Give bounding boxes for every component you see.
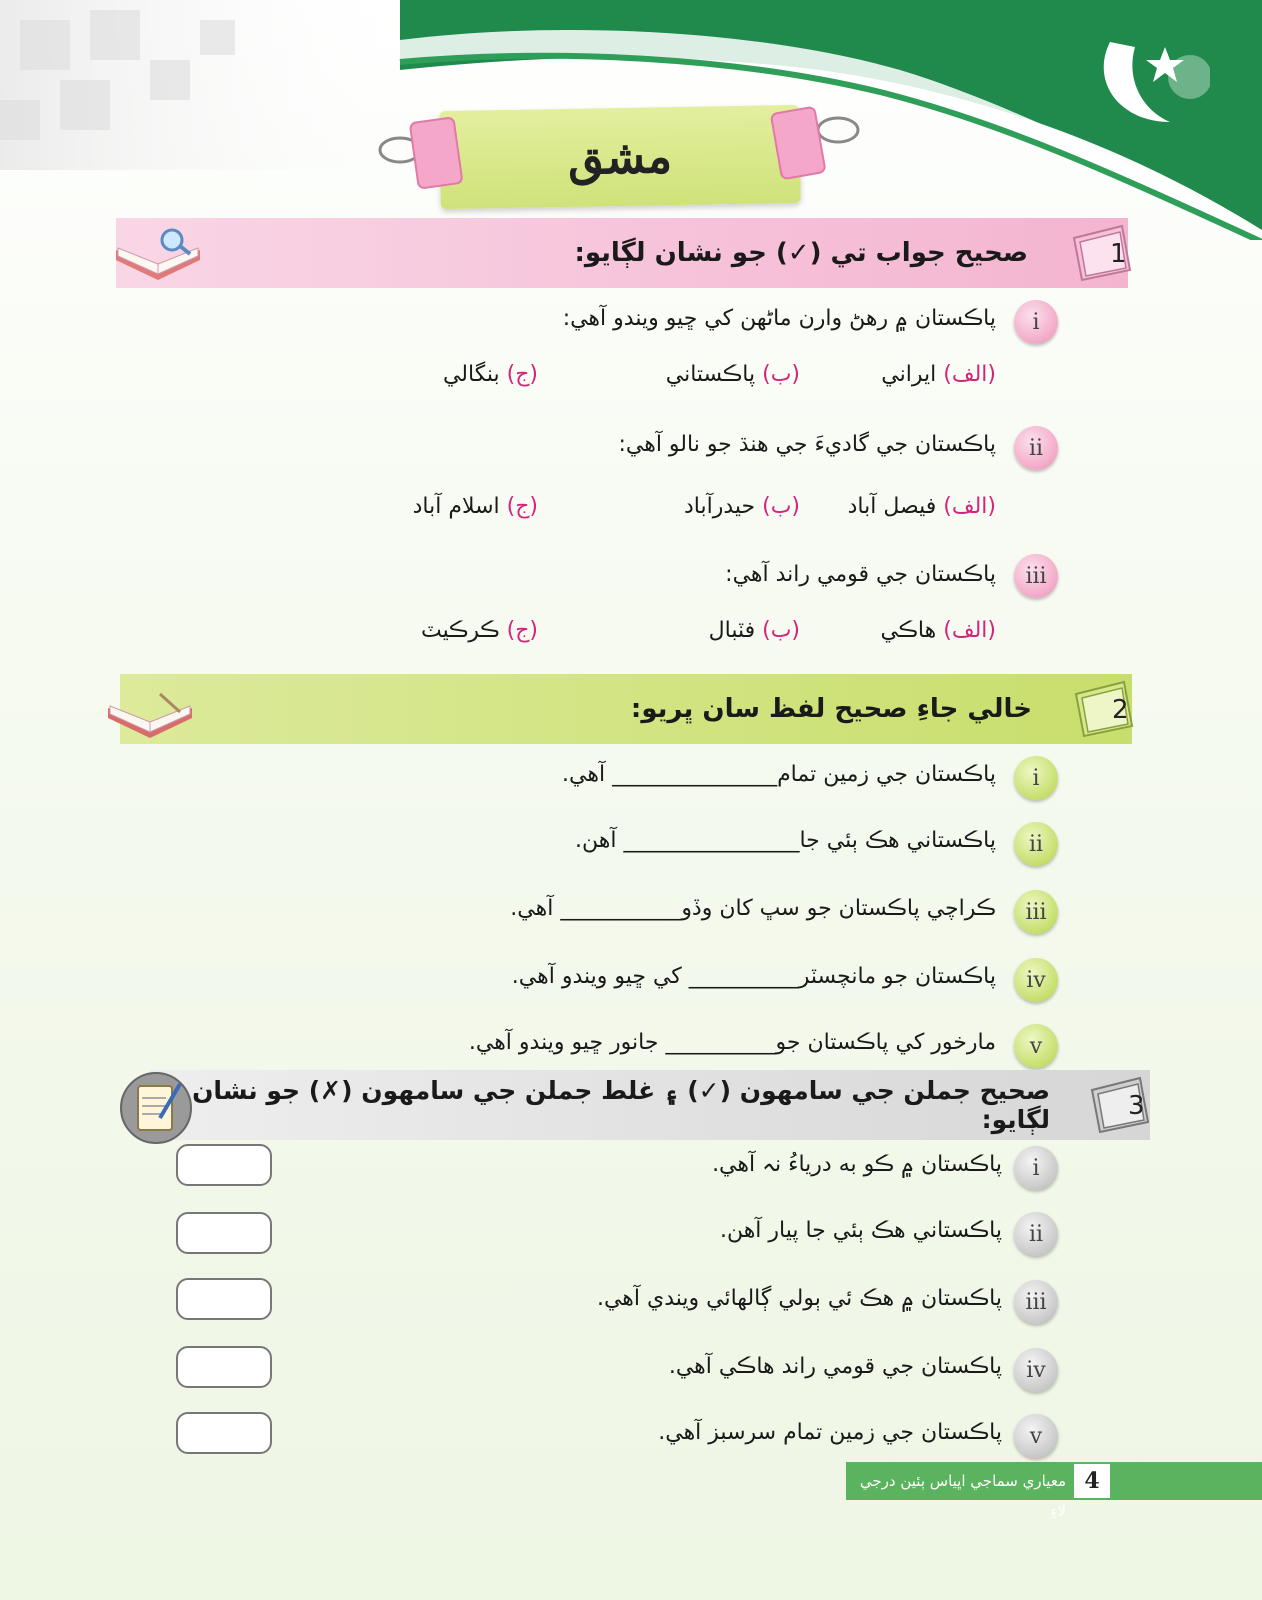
option-c[interactable]: (ج) ڪرڪيٽ bbox=[421, 618, 538, 643]
section1-heading: صحيح جواب تي (✓) جو نشان لڳايو: bbox=[574, 238, 1028, 268]
binder-clip-icon bbox=[770, 100, 860, 180]
folder-number-icon bbox=[1070, 220, 1134, 282]
blank[interactable]: _______________ bbox=[612, 762, 778, 787]
title-panel bbox=[439, 105, 801, 209]
true-false-statement: پاڪستان ۾ هڪ ئي ٻولي ڳالهائي ويندي آهي. bbox=[596, 1286, 1002, 1311]
blank[interactable]: __________ bbox=[665, 1030, 776, 1055]
item-number-badge: iii bbox=[1014, 890, 1058, 934]
blank[interactable]: ___________ bbox=[560, 896, 682, 921]
section3-number: 3 bbox=[1128, 1091, 1145, 1121]
question-number-badge: i bbox=[1014, 300, 1058, 344]
item-number-badge: ii bbox=[1014, 822, 1058, 866]
clipboard-pen-icon bbox=[118, 1070, 194, 1146]
item-number-badge: ii bbox=[1014, 1212, 1058, 1256]
section3-heading-bar bbox=[150, 1070, 1150, 1140]
true-false-statement: پاڪستان ۾ ڪو به درياءُ نہ آهي. bbox=[712, 1152, 1002, 1177]
option-a[interactable]: (الف) ايراني bbox=[881, 362, 996, 387]
binder-clip-icon bbox=[378, 112, 468, 192]
open-book-icon bbox=[100, 676, 200, 746]
item-number-badge: iii bbox=[1014, 1280, 1058, 1324]
answer-box[interactable] bbox=[176, 1278, 272, 1320]
option-c[interactable]: (ج) بنگالي bbox=[442, 362, 538, 387]
question-text: پاڪستان جي گاديءَ جي هنڌ جو نالو آهي: bbox=[618, 432, 996, 457]
option-b[interactable]: (ب) پاڪستاني bbox=[665, 362, 800, 387]
answer-box[interactable] bbox=[176, 1412, 272, 1454]
answer-box[interactable] bbox=[176, 1144, 272, 1186]
fill-blank-sentence: پاڪستان جي زمين تمام_______________ آهي. bbox=[562, 762, 996, 787]
option-a[interactable]: (الف) هاڪي bbox=[880, 618, 996, 643]
fill-blank-sentence: مارخور کي پاڪستان جو__________ جانور ڇيو ويندو آهي. bbox=[468, 1030, 996, 1055]
fill-blank-sentence: پاڪستاني هڪ ٻئي جا________________ آهن. bbox=[575, 828, 996, 853]
answer-box[interactable] bbox=[176, 1346, 272, 1388]
section2-number: 2 bbox=[1112, 695, 1129, 725]
item-number-badge: iv bbox=[1014, 1348, 1058, 1392]
item-number-badge: i bbox=[1014, 1146, 1058, 1190]
book-title: معياري سماجي اڀياس ٻئين درجي لاءِ bbox=[859, 1472, 1066, 1520]
page-number: 4 bbox=[1072, 1462, 1112, 1500]
blank[interactable]: __________ bbox=[688, 964, 799, 989]
item-number-badge: iv bbox=[1014, 958, 1058, 1002]
section2-heading-bar bbox=[120, 674, 1132, 744]
item-number-badge: v bbox=[1014, 1414, 1058, 1458]
item-number-badge: i bbox=[1014, 756, 1058, 800]
section1-heading-bar bbox=[116, 218, 1128, 288]
option-b[interactable]: (ب) حيدرآباد bbox=[683, 494, 800, 519]
pakistan-moon-star-icon bbox=[1090, 22, 1210, 132]
folder-number-icon bbox=[1072, 676, 1136, 738]
fill-blank-sentence: ڪراچي پاڪستان جو سڀ کان وڏو___________ آهي. bbox=[510, 896, 996, 921]
answer-box[interactable] bbox=[176, 1212, 272, 1254]
option-a[interactable]: (الف) فيصل آباد bbox=[847, 494, 996, 519]
section2-heading: خالي جاءِ صحيح لفظ سان ڀريو: bbox=[630, 694, 1032, 724]
true-false-statement: پاڪستاني هڪ ٻئي جا پيار آهن. bbox=[719, 1218, 1002, 1243]
option-b[interactable]: (ب) فٽبال bbox=[708, 618, 800, 643]
open-book-magnifier-icon bbox=[108, 220, 208, 290]
folder-number-icon bbox=[1088, 1072, 1152, 1134]
question-number-badge: ii bbox=[1014, 426, 1058, 470]
question-text: پاڪستان ۾ رهڻ وارن ماڻهن کي ڇيو ويندو آهي: bbox=[562, 306, 996, 331]
true-false-statement: پاڪستان جي زمين تمام سرسبز آهي. bbox=[658, 1420, 1002, 1445]
blank[interactable]: ________________ bbox=[623, 828, 800, 853]
question-text: پاڪستان جي قومي راند آهي: bbox=[725, 562, 996, 587]
option-c[interactable]: (ج) اسلام آباد bbox=[412, 494, 538, 519]
page-title: مشق bbox=[567, 129, 673, 185]
question-number-badge: iii bbox=[1014, 554, 1058, 598]
section3-heading: صحيح جملن جي سامهون (✓) ۽ غلط جملن جي سامهون (✗) جو نشان لڳايو: bbox=[192, 1076, 1050, 1134]
fill-blank-sentence: پاڪستان جو مانچسٽر__________ کي ڇيو ويندو آهي. bbox=[511, 964, 996, 989]
section1-number: 1 bbox=[1110, 239, 1127, 269]
item-number-badge: v bbox=[1014, 1024, 1058, 1068]
true-false-statement: پاڪستان جي قومي راند هاڪي آهي. bbox=[668, 1354, 1002, 1379]
